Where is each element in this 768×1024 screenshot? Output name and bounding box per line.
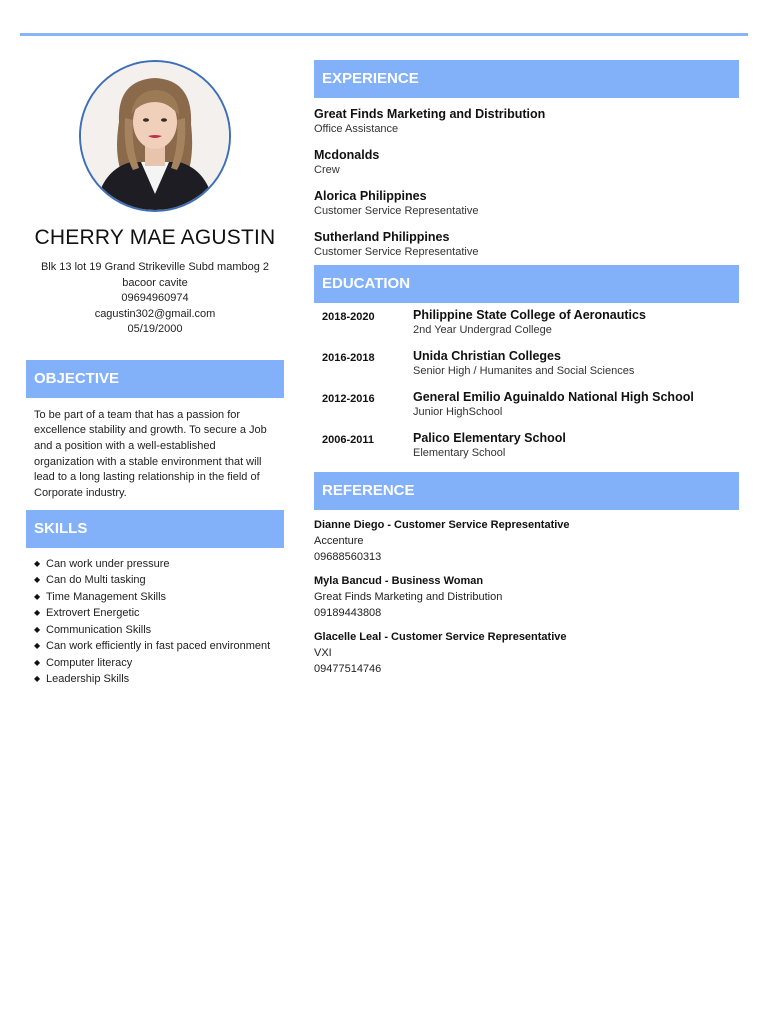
diamond-bullet-icon: ◆ — [34, 624, 41, 634]
job-company: Alorica Philippines — [314, 189, 427, 203]
education-entry — [314, 307, 739, 348]
right-column — [314, 60, 739, 677]
profile-photo-illustration — [81, 62, 229, 210]
education-years: 2006-2011 — [322, 434, 374, 446]
experience-heading: EXPERIENCE — [314, 60, 739, 98]
skill-item: ◆ Extrovert Energetic — [34, 605, 284, 622]
job-role: Office Assistance — [314, 123, 399, 135]
phone-number: 09694960974 — [121, 292, 189, 304]
reference-entry — [314, 518, 739, 565]
diamond-bullet-icon: ◆ — [34, 608, 41, 618]
education-school: Palico Elementary School — [413, 431, 566, 445]
experience-list — [314, 98, 739, 259]
reference-company: Accenture — [314, 535, 364, 547]
objective-text: To be part of a team that has a passion for excellence stability and growth. To secure a Job and a position with a well-established organization with a stable environment that will lead to a long lasting relationship in the field of Corporate industry. — [34, 408, 267, 500]
job-entry — [314, 229, 739, 259]
skill-item: ◆ Communication Skills — [34, 622, 284, 639]
diamond-bullet-icon: ◆ — [34, 641, 41, 651]
education-details — [413, 307, 646, 348]
objective-heading: OBJECTIVE — [26, 360, 284, 398]
job-entry — [314, 106, 739, 136]
reference-phone: 09688560313 — [314, 551, 382, 563]
education-years: 2018-2020 — [322, 311, 375, 323]
job-role: Customer Service Representative — [314, 246, 479, 258]
reference-entry — [314, 630, 739, 677]
skills-heading: SKILLS — [26, 510, 284, 548]
reference-phone: 09189443808 — [314, 607, 382, 619]
reference-entry — [314, 574, 739, 621]
skills-list — [26, 548, 284, 688]
reference-list — [314, 510, 739, 677]
reference-company: Great Finds Marketing and Distribution — [314, 591, 503, 603]
diamond-bullet-icon: ◆ — [34, 591, 41, 601]
skill-item: ◆ Computer literacy — [34, 655, 284, 672]
education-details — [413, 389, 694, 430]
education-heading: EDUCATION — [314, 265, 739, 303]
education-level: Junior HighSchool — [413, 406, 503, 418]
education-years: 2012-2016 — [322, 393, 375, 405]
contact-block — [26, 260, 284, 338]
reference-phone: 09477514746 — [314, 663, 382, 675]
reference-name: Dianne Diego - Customer Service Representative — [314, 519, 570, 531]
job-company: Mcdonalds — [314, 148, 380, 162]
job-role: Crew — [314, 164, 340, 176]
left-column — [26, 60, 284, 688]
education-school: Unida Christian Colleges — [413, 349, 561, 363]
education-school: General Emilio Aguinaldo National High School — [413, 390, 694, 404]
job-role: Customer Service Representative — [314, 205, 479, 217]
education-list — [314, 303, 739, 471]
diamond-bullet-icon: ◆ — [34, 575, 41, 585]
education-level: 2nd Year Undergrad College — [413, 324, 552, 336]
skill-item: ◆ Leadership Skills — [34, 671, 284, 688]
education-entry — [314, 389, 739, 430]
education-school: Philippine State College of Aeronautics — [413, 308, 646, 322]
reference-company: VXI — [314, 647, 332, 659]
education-details — [413, 348, 634, 389]
address-line-2: bacoor cavite — [122, 276, 188, 289]
diamond-bullet-icon: ◆ — [34, 674, 41, 684]
diamond-bullet-icon: ◆ — [34, 558, 41, 568]
education-level: Senior High / Humanites and Social Sciences — [413, 365, 635, 377]
skill-item: ◆ Can work under pressure — [34, 556, 284, 573]
education-years: 2016-2018 — [322, 352, 375, 364]
reference-name: Myla Bancud - Business Woman — [314, 575, 484, 587]
education-entry — [314, 430, 739, 471]
skill-item: ◆ Can work efficiently in fast paced environment — [34, 638, 284, 655]
education-entry — [314, 348, 739, 389]
diamond-bullet-icon: ◆ — [34, 657, 41, 667]
address-line-1: Blk 13 lot 19 Grand Strikeville Subd mambog 2 — [40, 261, 270, 273]
education-level: Elementary School — [413, 447, 506, 459]
reference-name: Glacelle Leal - Customer Service Representative — [314, 631, 567, 643]
reference-heading: REFERENCE — [314, 472, 739, 510]
job-entry — [314, 188, 739, 218]
job-company: Great Finds Marketing and Distribution — [314, 107, 546, 121]
candidate-name: CHERRY MAE AGUSTIN — [34, 226, 276, 249]
skill-item: ◆ Time Management Skills — [34, 589, 284, 606]
job-company: Sutherland Philippines — [314, 230, 450, 244]
skill-item: ◆ Can do Multi tasking — [34, 572, 284, 589]
email-address: cagustin302@gmail.com — [94, 307, 216, 320]
birthdate: 05/19/2000 — [127, 323, 183, 335]
job-entry — [314, 147, 739, 177]
education-details — [413, 430, 566, 471]
top-rule — [20, 33, 748, 36]
profile-photo — [79, 60, 231, 212]
